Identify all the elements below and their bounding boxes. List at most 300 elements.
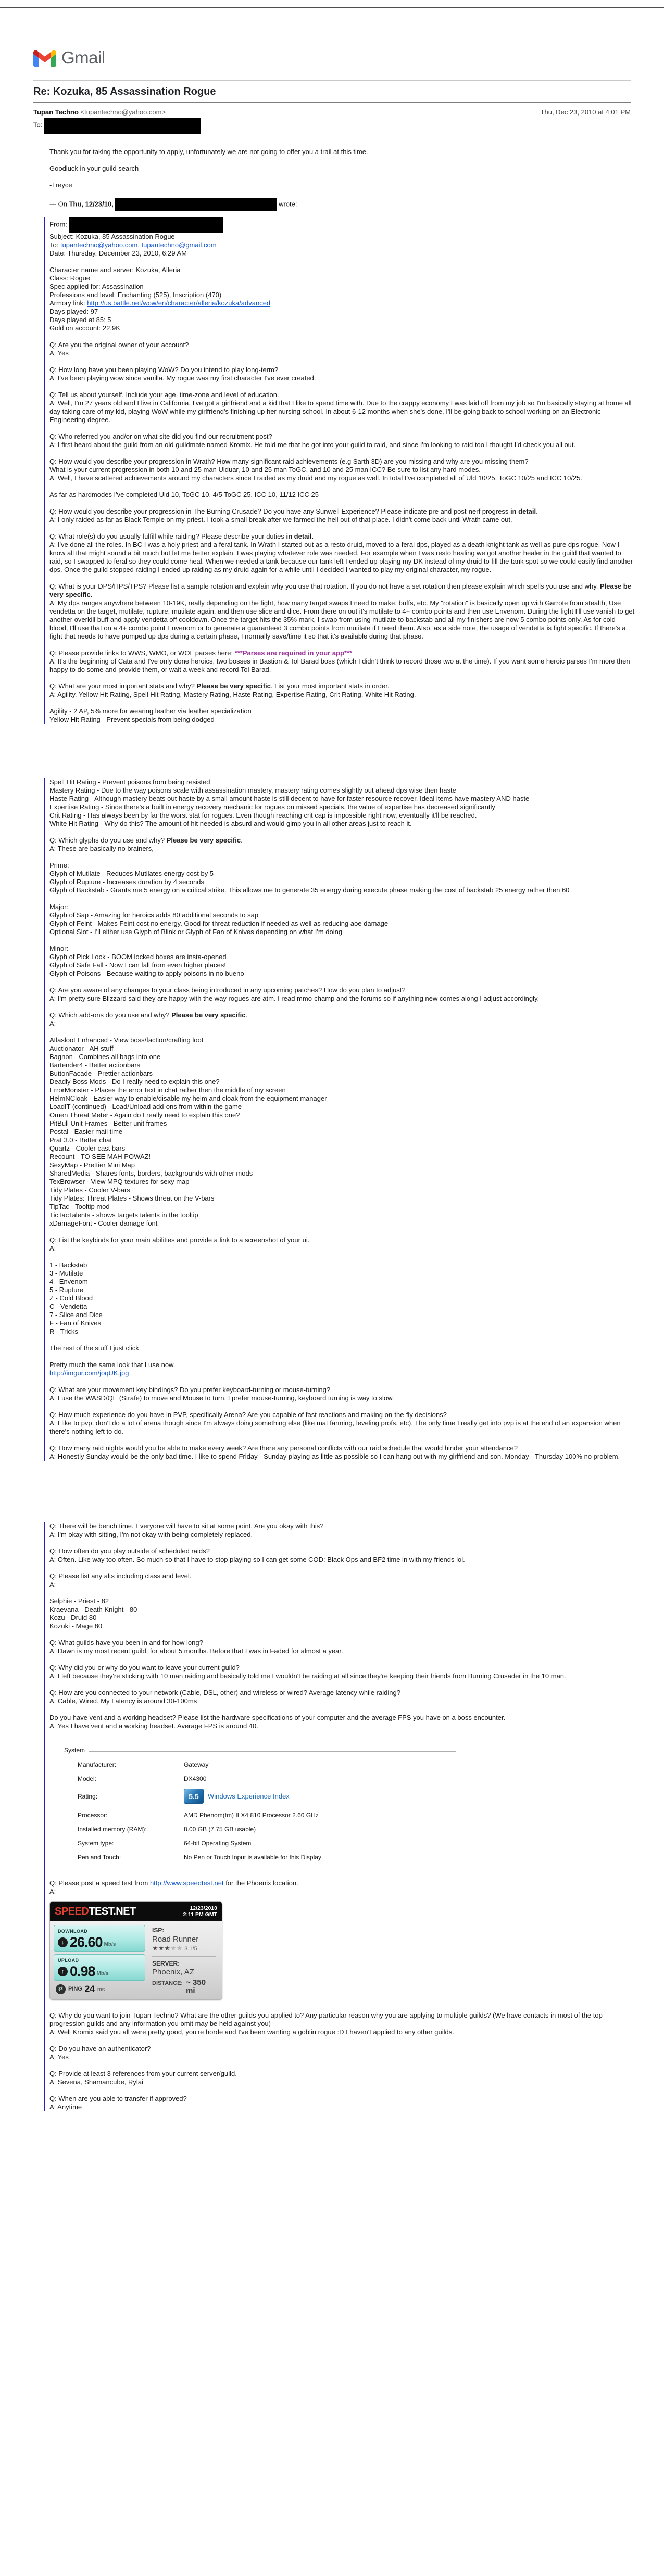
system-info-label: Processor: bbox=[78, 1812, 108, 1819]
text-line: 5 - Rupture bbox=[49, 1286, 84, 1294]
text-line: Q: When are you able to transfer if approved? bbox=[49, 2095, 187, 2102]
text-line bbox=[49, 173, 635, 181]
text-line: Q: Are you aware of any changes to your class being introduced in any upcoming patches? How do you plan to adjust? bbox=[49, 986, 406, 994]
system-info-value: AMD Phenom(tm) II X4 810 Processor 2.60 GHz bbox=[184, 1812, 319, 1819]
text-line: A: Anytime bbox=[49, 2103, 82, 2111]
ping-icon: ⇄ bbox=[56, 1984, 66, 1994]
text-line: Q: How much experience do you have in PVP, specifically Arena? Are you capable of fast reactions and making on-the-fly decisions? bbox=[49, 1411, 447, 1419]
system-info-row bbox=[78, 1839, 456, 1847]
text-line bbox=[49, 507, 635, 516]
text-line bbox=[49, 2036, 635, 2045]
text-line: Glyph of Mutilate - Reduces Mutilates energy cost by 5 bbox=[49, 870, 214, 877]
text-line: A: I only raided as far as Black Temple on my priest. I took a small break after we farmed the hell out of that place. I didn't come back until Wrath came out. bbox=[49, 516, 512, 524]
text-segment: , bbox=[137, 241, 142, 249]
text-line: The rest of the stuff I just click bbox=[49, 1344, 139, 1352]
quoted-lines-speedtest-question bbox=[49, 1871, 635, 1896]
text-line: A: These are basically no brainers, bbox=[49, 845, 154, 852]
text-line: A: Yes bbox=[49, 349, 69, 357]
text-line bbox=[49, 2003, 635, 2011]
text-line: xDamageFont - Cooler damage font bbox=[49, 1219, 158, 1227]
gmail-m-icon bbox=[33, 49, 56, 67]
text-line: 4 - Envenom bbox=[49, 1278, 88, 1285]
system-info-label: Manufacturer: bbox=[78, 1761, 117, 1768]
text-line: A: Dawn is my most recent guild, for about 5 months. Before that I was in Faded for almost a year. bbox=[49, 1647, 343, 1655]
text-line bbox=[49, 1003, 635, 1011]
text-line bbox=[49, 382, 635, 391]
hyperlink[interactable]: tupantechno@yahoo.com bbox=[60, 241, 138, 249]
text-segment: Please be very specific bbox=[171, 1011, 246, 1019]
text-line bbox=[49, 532, 635, 541]
text-line bbox=[49, 1353, 635, 1361]
ping-value: 24 bbox=[84, 1984, 95, 1994]
system-info-label: Installed memory (RAM): bbox=[78, 1826, 147, 1833]
redaction-bar bbox=[69, 217, 223, 233]
text-line: A: Agility, Yellow Hit Rating, Spell Hit Rating, Mastery Rating, Haste Rating, Expertise Rating, Crit Rating, White Hit Rating. bbox=[49, 691, 416, 698]
text-line bbox=[49, 1336, 635, 1344]
text-line: TipTac - Tooltip mod bbox=[49, 1203, 110, 1210]
text-line: Kraevana - Death Knight - 80 bbox=[49, 1605, 137, 1613]
text-line bbox=[49, 1436, 635, 1444]
text-segment: . bbox=[90, 591, 93, 598]
speedtest-date bbox=[183, 1905, 217, 1918]
hyperlink[interactable]: http://imgur.com/joqUK.jpg bbox=[49, 1369, 129, 1377]
recipient-row bbox=[33, 118, 631, 133]
text-line: SexyMap - Prettier Mini Map bbox=[49, 1161, 135, 1169]
text-segment: Please be very specific bbox=[49, 582, 631, 598]
text-line: ErrorMonster - Places the error text in chat rather then the middle of my screen bbox=[49, 1086, 286, 1094]
text-line: Minor: bbox=[49, 945, 69, 952]
system-info-rows bbox=[64, 1761, 456, 1861]
text-line: Quartz - Cooler cast bars bbox=[49, 1144, 126, 1152]
text-line bbox=[49, 2086, 635, 2095]
header-divider-top bbox=[33, 80, 631, 81]
sender-row bbox=[33, 108, 631, 116]
text-line: Bagnon - Combines all bags into one bbox=[49, 1053, 161, 1061]
download-arrow-icon: ↓ bbox=[58, 1937, 68, 1947]
text-line: Q: Tell us about yourself. Include your age, time-zone and level of education. bbox=[49, 391, 279, 399]
text-line: Q: Who referred you and/or on what site did you find our recruitment post? bbox=[49, 432, 272, 440]
text-line: Days played: 97 bbox=[49, 308, 98, 315]
message-header bbox=[0, 0, 664, 70]
text-line: A: I first heard about the guild from an old guildmate named Kromix. He told me that he got into your guild to raid, and since I'm looking to raid too I thought I'd check you all out. bbox=[49, 441, 576, 449]
hyperlink[interactable]: http://us.battle.net/wow/en/character/alleria/kozuka/advanced bbox=[87, 299, 271, 307]
to-label: To: bbox=[33, 121, 43, 129]
text-line: Prat 3.0 - Better chat bbox=[49, 1136, 112, 1144]
text-line bbox=[49, 853, 635, 861]
text-line: TicTacTalents - shows targets talents in the tooltip bbox=[49, 1211, 198, 1219]
text-line: Spec applied for: Assassination bbox=[49, 283, 144, 290]
text-line: LoadIT (continued) - Load/Unload add-ons from within the game bbox=[49, 1103, 242, 1111]
quoted-lines-before-system bbox=[49, 1522, 635, 1730]
ping-unit: ms bbox=[97, 1987, 105, 1993]
gmail-wordmark: Gmail bbox=[61, 48, 105, 67]
text-line: Z - Cold Blood bbox=[49, 1294, 93, 1302]
text-line: Recount - TO SEE MAH POWAZ! bbox=[49, 1153, 151, 1161]
quoted-message-part-1 bbox=[44, 217, 635, 724]
text-segment: wrote: bbox=[277, 200, 297, 208]
download-label: DOWNLOAD bbox=[58, 1929, 88, 1934]
text-line: Do you have vent and a working headset? Please list the hardware specifications of your computer and the average FPS you have on a boss encounter. bbox=[49, 1714, 506, 1721]
system-info-value: 64-bit Operating System bbox=[184, 1840, 252, 1847]
redaction-bar bbox=[115, 198, 277, 211]
text-line: F - Fan of Knives bbox=[49, 1319, 101, 1327]
text-line: Glyph of Safe Fall - Now I can fall from even higher places! bbox=[49, 961, 226, 969]
text-line: Date: Thursday, December 23, 2010, 6:29 AM bbox=[49, 249, 187, 257]
upload-value-row bbox=[58, 1965, 141, 1978]
text-line: Q: How often do you play outside of scheduled raids? bbox=[49, 1547, 210, 1555]
text-line: What is your current progression in both 10 and 25 man Ulduar, 10 and 25 man ToGC, and 10 and 25 man ICC? Be sure to list any hard modes. bbox=[49, 466, 481, 474]
text-line: A: bbox=[49, 1019, 56, 1027]
redaction-bar bbox=[44, 118, 201, 134]
text-line: A: Yes I have vent and a working headset. Average FPS is around 40. bbox=[49, 1722, 258, 1730]
system-info-label: Pen and Touch: bbox=[78, 1854, 121, 1861]
text-line bbox=[49, 978, 635, 986]
text-line: As far as hardmodes I've completed Uld 10, ToGC 10, 4/5 ToGC 25, ICC 10, 11/12 ICC 25 bbox=[49, 491, 319, 499]
text-line bbox=[49, 641, 635, 649]
speedtest-body bbox=[50, 1921, 222, 1999]
text-segment: From: bbox=[49, 220, 69, 228]
text-line bbox=[49, 574, 635, 582]
text-line: 3 - Mutilate bbox=[49, 1269, 83, 1277]
system-info-row bbox=[78, 1853, 456, 1861]
system-panel-title: System bbox=[64, 1746, 85, 1754]
text-line: Glyph of Sap - Amazing for heroics adds 80 additional seconds to sap bbox=[49, 911, 259, 919]
text-line: A: I'm pretty sure Blizzard said they are happy with the way rogues are atm. I read mmo-champ and the forums so if anything new comes along I adjust accordingly. bbox=[49, 994, 540, 1002]
text-line: Deadly Boss Mods - Do I really need to explain this one? bbox=[49, 1078, 220, 1086]
text-line: Kozuki - Mage 80 bbox=[49, 1622, 103, 1630]
text-line: A: bbox=[49, 1888, 56, 1895]
text-line: Glyph of Backstab - Grants me 5 energy on a critical strike. This allows me to generate 35 energy during execute phase making the cost of backstab 25 energy rather then 60 bbox=[49, 886, 570, 894]
sender-info bbox=[33, 108, 166, 116]
stars-empty-icon: ★★ bbox=[170, 1944, 183, 1952]
ping-row bbox=[54, 1983, 145, 1994]
text-line bbox=[49, 424, 635, 432]
text-line bbox=[49, 682, 635, 691]
text-line: A: I've done all the roles. In BC I was a holy priest and a feral tank. In Wrath I started out as a resto druid, moved to a feral dps, played as a death knight tank as well as pure dps rogue. Now I know all that might sound a bit much but let me better explain. I was playing whatever role was needed. For example when I was resto healing we got another healer in the guild that wanted to raid, so I swapped to feral so they could come heal. When we needed a tank because our tank left I ended up playing my DK instead of my druid to fill the tank spot so we could easily find another dps. Once the guild stopped raiding I ended up raiding as my druid again for a while until I decided I wanted to play my original character, my rogue. bbox=[49, 541, 633, 573]
sender-name: Tupan Techno bbox=[33, 108, 79, 116]
text-line bbox=[49, 1680, 635, 1689]
text-line: Tidy Plates - Cooler V-bars bbox=[49, 1186, 130, 1194]
text-segment: Q: Please post a speed test from bbox=[49, 1879, 150, 1887]
text-line: HelmNCloak - Easier way to enable/disable my helm and cloak from the equipment manager bbox=[49, 1094, 327, 1102]
text-line bbox=[49, 198, 635, 211]
text-line: C - Vendetta bbox=[49, 1303, 87, 1310]
text-line: Subject: Kozuka, 85 Assassination Rogue bbox=[49, 233, 175, 240]
text-segment: Q: Please provide links to WWS, WMO, or WOL parses here: bbox=[49, 649, 235, 657]
speedtest-logo-testnet: TEST.NET bbox=[89, 1906, 136, 1917]
system-info-row bbox=[78, 1811, 456, 1819]
text-line: Selphie - Priest - 82 bbox=[49, 1597, 109, 1605]
text-line bbox=[49, 649, 635, 657]
text-line bbox=[49, 1028, 635, 1036]
text-line bbox=[49, 499, 635, 507]
text-segment: ***Parses are required in your app*** bbox=[234, 649, 353, 657]
text-segment: . bbox=[241, 836, 243, 844]
text-line: A: I've been playing wow since vanilla. My rogue was my first character I've ever created. bbox=[49, 374, 316, 382]
text-line: Thank you for taking the opportunity to apply, unfortunately we are not going to offer you a trail at this time. bbox=[49, 148, 368, 156]
text-line: -Treyce bbox=[49, 181, 72, 189]
text-line: Glyph of Poisons - Because waiting to apply poisons in no bueno bbox=[49, 970, 244, 977]
speedtest-divider bbox=[152, 1956, 216, 1957]
upload-value: 0.98 bbox=[70, 1963, 95, 1979]
text-segment: . bbox=[536, 507, 538, 515]
text-line: Major: bbox=[49, 903, 69, 911]
quote-gap bbox=[49, 724, 635, 778]
text-line: Tidy Plates: Threat Plates - Shows threat on the V-bars bbox=[49, 1194, 215, 1202]
text-segment: . bbox=[245, 1011, 248, 1019]
system-info-panel bbox=[64, 1746, 456, 1861]
system-info-label: Rating: bbox=[78, 1792, 98, 1800]
gmail-logo bbox=[33, 46, 631, 70]
header-divider-bottom bbox=[33, 102, 631, 103]
text-line: Goodluck in your guild search bbox=[49, 164, 139, 172]
text-line: A: I use the WASD/QE (Strafe) to move and Mouse to turn. I prefer mouse-turning, keyboard turning is way to slow. bbox=[49, 1394, 394, 1402]
text-line: Optional Slot - I'll either use Glyph of Blink or Glyph of Fan of Knives depending on what I'm doing bbox=[49, 928, 343, 936]
text-segment: Q: Which glyphs do you use and why? bbox=[49, 836, 167, 844]
window-top-edge bbox=[0, 7, 664, 8]
text-line: Q: List the keybinds for your main abilities and provide a link to a screenshot of your ui. bbox=[49, 1236, 310, 1244]
isp-name: Road Runner bbox=[152, 1935, 199, 1944]
email-body bbox=[49, 148, 635, 2111]
upload-label: UPLOAD bbox=[58, 1958, 79, 1963]
upload-unit: Mb/s bbox=[96, 1971, 109, 1976]
text-line bbox=[49, 1253, 635, 1261]
text-line bbox=[49, 674, 635, 682]
text-segment: . bbox=[311, 532, 314, 540]
text-line: Character name and server: Kozuka, Alleria bbox=[49, 266, 181, 274]
system-info-row bbox=[78, 1761, 456, 1769]
text-line bbox=[49, 1228, 635, 1236]
text-line: Q: How long have you been playing WoW? Do you intend to play long-term? bbox=[49, 366, 279, 374]
text-segment: Please be very specific bbox=[166, 836, 241, 844]
download-box bbox=[54, 1925, 145, 1952]
text-line: Professions and level: Enchanting (525), Inscription (470) bbox=[49, 291, 222, 299]
system-info-row bbox=[78, 1825, 456, 1833]
speedtest-result-widget bbox=[49, 1901, 222, 2000]
text-line bbox=[49, 895, 635, 903]
text-line bbox=[49, 482, 635, 491]
text-line bbox=[49, 258, 635, 266]
quoted-message-part-3 bbox=[44, 1522, 635, 2111]
system-info-label: System type: bbox=[78, 1840, 114, 1847]
text-segment: Q: How would you describe your progression in The Burning Crusade? Do you have any Sunwell Experience? Please indicate pre and post-nerf progress bbox=[49, 507, 510, 515]
text-line bbox=[49, 333, 635, 341]
hyperlink[interactable]: tupantechno@gmail.com bbox=[141, 241, 217, 249]
text-line: Q: What guilds have you been in and for how long? bbox=[49, 1639, 203, 1647]
text-line bbox=[49, 1871, 635, 1879]
text-line bbox=[49, 1589, 635, 1597]
system-info-value: Windows Experience Index bbox=[208, 1792, 290, 1800]
text-line: A: Sevena, Shamancube, Rylai bbox=[49, 2078, 143, 2086]
system-panel-header bbox=[64, 1746, 456, 1754]
quote-gap bbox=[49, 1461, 635, 1522]
distance-label: DISTANCE: bbox=[152, 1980, 183, 1986]
system-info-value: 8.00 GB (7.75 GB usable) bbox=[184, 1826, 256, 1833]
text-line bbox=[49, 299, 635, 308]
system-info-value: No Pen or Touch Input is available for this Display bbox=[184, 1854, 321, 1861]
stars-filled-icon: ★★★ bbox=[152, 1944, 170, 1952]
text-segment: Q: Which add-ons do you use and why? bbox=[49, 1011, 172, 1019]
text-line: A: I left because they're sticking with 10 man raiding and basically told me I wouldn't be raiding at all since they're keeping their friends from Burning Crusader in the 10 man. bbox=[49, 1672, 566, 1680]
text-line: Bartender4 - Better actionbars bbox=[49, 1061, 141, 1069]
text-line: Q: Are you the original owner of your account? bbox=[49, 341, 189, 349]
text-line: Expertise Rating - Since there's a built in energy recovery mechanic for rogues on missed specials, the value of expertise has decreased significantly bbox=[49, 803, 495, 811]
text-line bbox=[49, 1369, 635, 1378]
quoted-lines-after-speedtest bbox=[49, 2003, 635, 2111]
text-line: Q: How many raid nights would you be able to make every week? Are there any personal conflicts with our raid schedule that would hinder your attendance? bbox=[49, 1444, 518, 1452]
text-line bbox=[49, 836, 635, 845]
text-line: Gold on account: 22.9K bbox=[49, 324, 120, 332]
text-segment: Q: What are your most important stats and why? bbox=[49, 682, 197, 690]
text-line: Glyph of Feint - Makes Feint cost no energy. Good for threat reduction if needed as well as reducing aoe damage bbox=[49, 920, 389, 927]
server-label: SERVER: bbox=[152, 1960, 180, 1967]
system-info-label: Model: bbox=[78, 1775, 97, 1782]
text-line: Q: There will be bench time. Everyone will have to sit at some point. Are you okay with this? bbox=[49, 1522, 324, 1530]
text-line: White Hit Rating - Why do this? The amount of hit needed is absurd and would gimp you in all other areas just to reach it. bbox=[49, 820, 412, 827]
intro-paragraphs bbox=[49, 148, 635, 211]
text-line: Q: Why did you or why do you want to leave your current guild? bbox=[49, 1664, 240, 1672]
text-line: Q: How are you connected to your network (Cable, DSL, other) and wireless or wired? Average latency while raiding? bbox=[49, 1689, 400, 1697]
quoted-message-part-2 bbox=[44, 778, 635, 1461]
hyperlink[interactable]: http://www.speedtest.net bbox=[149, 1879, 224, 1887]
text-line bbox=[49, 1630, 635, 1639]
upload-arrow-icon: ↑ bbox=[58, 1967, 68, 1976]
text-line: 7 - Slice and Dice bbox=[49, 1311, 103, 1319]
speedtest-date-line2: 2:11 PM GMT bbox=[183, 1911, 217, 1918]
text-line: Auctionator - AH stuff bbox=[49, 1044, 114, 1052]
text-line bbox=[49, 217, 635, 233]
text-line bbox=[49, 156, 635, 164]
text-line bbox=[49, 828, 635, 836]
text-line bbox=[49, 699, 635, 707]
text-line: A: It's the beginning of Cata and I've only done heroics, two bosses in Bastion & Tol Barad boss (which I didn't think to record those two at the time). If you want some heroic parses I'm more then happy to do some and provide them, or wait a week and record Tol Barad. bbox=[49, 657, 630, 673]
text-line: A: bbox=[49, 1244, 56, 1252]
text-line: Class: Rogue bbox=[49, 274, 91, 282]
text-line: Days played at 85: 5 bbox=[49, 316, 111, 324]
download-unit: Mb/s bbox=[104, 1942, 116, 1947]
text-line: Q: Provide at least 3 references from your current server/guild. bbox=[49, 2070, 237, 2077]
text-segment: in detail bbox=[286, 532, 312, 540]
text-line: A: Cable, Wired. My Latency is around 30-100ms bbox=[49, 1697, 197, 1705]
text-line: A: Well Kromix said you all were pretty good, you're horde and I've been wanting a goblin rogue :D I haven't applied to any other guilds. bbox=[49, 2028, 454, 2036]
text-line: 1 - Backstab bbox=[49, 1261, 87, 1269]
text-line: Haste Rating - Although mastery beats out haste by a small amount haste is still decent to have for faster resource recover. Ideal items have mastery AND haste bbox=[49, 795, 530, 802]
text-line: Atlasloot Enhanced - View boss/faction/crafting loot bbox=[49, 1036, 204, 1044]
text-line: Spell Hit Rating - Prevent poisons from being resisted bbox=[49, 778, 210, 786]
text-line: ButtonFacade - Prettier actionbars bbox=[49, 1069, 153, 1077]
text-line: A: I like to pvp, don't do a lot of arena though since I'm always doing something else (like mat farming, leveling profs, etc). The only time I really get into pvp is at the end of an expansion when there's nothing left to do. bbox=[49, 1419, 621, 1435]
text-segment: Thu, 12/23/10, bbox=[69, 200, 114, 208]
text-line: Q: Do you have an authenticator? bbox=[49, 2045, 151, 2052]
text-line bbox=[49, 358, 635, 366]
text-line: A: bbox=[49, 1580, 56, 1588]
text-line bbox=[49, 524, 635, 532]
server-value: Phoenix, AZ bbox=[152, 1968, 194, 1976]
text-line: SharedMedia - Shares fonts, borders, backgrounds with other mods bbox=[49, 1169, 253, 1177]
ping-label: PING bbox=[68, 1986, 82, 1992]
system-info-row bbox=[78, 1775, 456, 1783]
text-line: Yellow Hit Rating - Prevent specials from being dodged bbox=[49, 716, 215, 723]
text-line bbox=[49, 1539, 635, 1547]
text-line: A: Often. Like way too often. So much so that I have to stop playing so I can get some COD: Black Ops and BF2 time in with my friends lol. bbox=[49, 1555, 465, 1563]
download-value: 26.60 bbox=[70, 1934, 103, 1950]
text-line bbox=[49, 449, 635, 457]
sender-email: <tupantechno@yahoo.com> bbox=[80, 108, 166, 116]
email-subject: Re: Kozuka, 85 Assassination Rogue bbox=[33, 86, 216, 97]
windows-experience-index-badge: 5.5 bbox=[184, 1789, 204, 1804]
text-line: Glyph of Pick Lock - BOOM locked boxes are insta-opened bbox=[49, 953, 227, 961]
text-segment: Armory link: bbox=[49, 299, 87, 307]
isp-rating-score: 3.1/5 bbox=[184, 1946, 197, 1952]
text-line: Q: Please list any alts including class and level. bbox=[49, 1572, 192, 1580]
text-line: Postal - Easier mail time bbox=[49, 1128, 123, 1136]
speedtest-logo bbox=[55, 1907, 136, 1916]
text-segment: . List your most important stats in order. bbox=[270, 682, 390, 690]
text-line bbox=[49, 1378, 635, 1386]
text-line: PitBull Unit Frames - Better unit frames bbox=[49, 1119, 167, 1127]
isp-label: ISP: bbox=[152, 1927, 165, 1934]
system-panel-rule bbox=[89, 1751, 456, 1752]
speedtest-logo-speed: SPEED bbox=[55, 1906, 89, 1917]
text-line: Agility - 2 AP, 5% more for wearing leather via leather specialization bbox=[49, 707, 252, 715]
text-segment: in detail bbox=[510, 507, 536, 515]
upload-box bbox=[54, 1954, 145, 1981]
speedtest-speeds bbox=[54, 1925, 145, 1995]
text-line bbox=[49, 1655, 635, 1664]
text-line bbox=[49, 1402, 635, 1411]
text-line: Crit Rating - Has always been by far the worst stat for rogues. Even though reaching crit cap is impossible right now, eventually it'll be reached. bbox=[49, 811, 477, 819]
distance-row bbox=[152, 1979, 216, 1995]
text-line: Q: How would you describe your progression in Wrath? How many significant raid achievements (e.g Sarth 3D) are you missing and why are you missing them? bbox=[49, 457, 529, 465]
text-line bbox=[49, 2061, 635, 2070]
text-line: R - Tricks bbox=[49, 1328, 78, 1335]
text-line bbox=[49, 1879, 635, 1888]
text-line: A: Well, I have scattered achievements around my characters since I raided as my druid and my rogue as well. In total I've completed all of Uld 10/25, ToGC 10/25 and ICC 10/25. bbox=[49, 474, 583, 482]
distance-value: ~ 350 mi bbox=[186, 1978, 206, 1995]
isp-rating-row bbox=[152, 1944, 216, 1953]
text-segment: --- On bbox=[49, 200, 69, 208]
text-line: TexBrowser - View MPQ textures for sexy map bbox=[49, 1178, 190, 1185]
text-segment: for the Phoenix location. bbox=[223, 1879, 298, 1887]
text-line bbox=[49, 1011, 635, 1019]
text-line bbox=[49, 1705, 635, 1714]
text-line: Kozu - Druid 80 bbox=[49, 1614, 97, 1622]
text-segment: Q: What is your DPS/HPS/TPS? Please list a sample rotation and explain why you use that rotation. If you do not have a set rotation then please explain which spells you use and why. bbox=[49, 582, 600, 590]
text-line: A: Yes bbox=[49, 2053, 69, 2061]
text-line bbox=[49, 241, 635, 249]
text-line: Pretty much the same look that I use now. bbox=[49, 1361, 176, 1369]
email-date: Thu, Dec 23, 2010 at 4:01 PM bbox=[540, 108, 631, 116]
system-info-row bbox=[78, 1789, 456, 1804]
text-line: A: Well, I'm 27 years old and I live in California. I've got a girlfriend and a kid that I like to spend time with. Due to the crappy economy I was laid off from my job so I'm basically staying at home all day taking care of my kid, playing WoW while my girlfriend's finishing up her nursing school. In about 6-12 months when she's done, I'll be going back to school working on an Electronic Engineering degree. bbox=[49, 399, 632, 424]
system-info-value: Gateway bbox=[184, 1761, 209, 1768]
speedtest-header bbox=[50, 1902, 222, 1921]
text-line: Prime: bbox=[49, 861, 69, 869]
text-line: A: Honestly Sunday would be the only bad time. I like to spend Friday - Sunday playing as little as possible so I can hang out with my girlfriend and son. Monday - Thursday 100% no problem. bbox=[49, 1452, 620, 1460]
text-line: Omen Threat Meter - Again do I really need to explain this one? bbox=[49, 1111, 240, 1119]
speedtest-details bbox=[149, 1925, 218, 1995]
text-line bbox=[49, 936, 635, 945]
text-line: A: I'm okay with sitting, I'm not okay with being completely replaced. bbox=[49, 1531, 253, 1538]
text-segment: To: bbox=[49, 241, 60, 249]
text-segment: Please be very specific bbox=[196, 682, 271, 690]
text-line: Glyph of Rupture - Increases duration by 4 seconds bbox=[49, 878, 204, 886]
speedtest-date-line1: 12/23/2010 bbox=[190, 1905, 217, 1911]
text-line: Q: What are your movement key bindings? Do you prefer keyboard-turning or mouse-turning? bbox=[49, 1386, 331, 1394]
text-line bbox=[49, 582, 635, 599]
text-line: Q: Why do you want to join Tupan Techno? What are the other guilds you applied to? Any particular reason why you are applying to multiple guilds? (We have contacts in most of the top progression guilds and any information you omit may be held against you) bbox=[49, 2011, 603, 2027]
text-line bbox=[49, 1564, 635, 1572]
